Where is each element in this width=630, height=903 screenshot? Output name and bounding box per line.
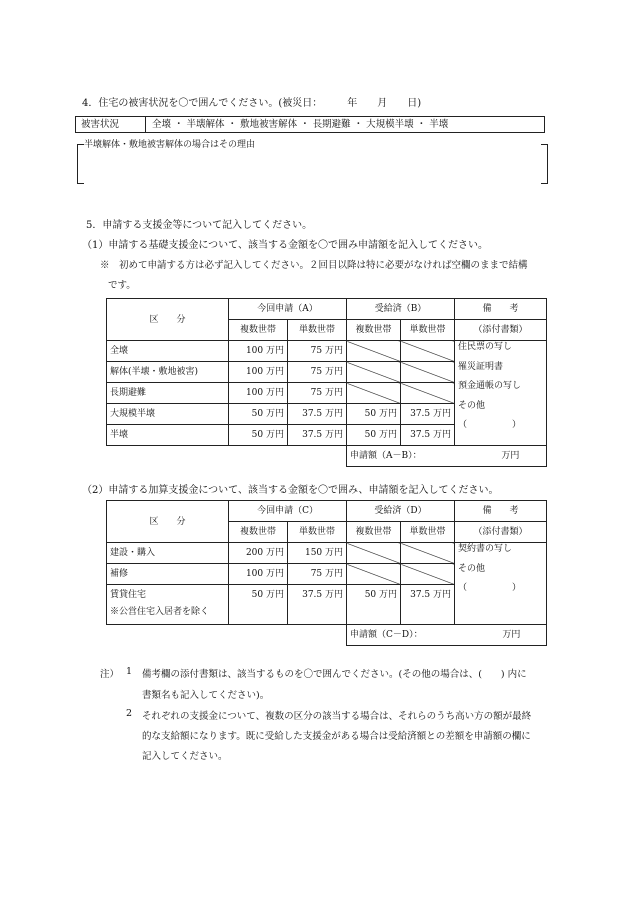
t1-remark-item[interactable]: （ ） xyxy=(458,420,522,430)
additional-support-table xyxy=(106,500,547,646)
t2-remarks-cell xyxy=(455,543,547,625)
t1-row-name: 大規模半壊 xyxy=(107,404,229,425)
t1-header-single-received: 単数世帯 xyxy=(401,320,455,341)
basic-support-table xyxy=(106,298,547,467)
table-row xyxy=(107,543,547,564)
note2-number: 2 xyxy=(126,708,133,719)
t2-row-multi[interactable]: 50 万円 xyxy=(229,585,288,625)
t1-row-received-multi-na xyxy=(347,383,401,404)
t2-header-category: 区 分 xyxy=(107,501,229,543)
t2-row-received-multi-na xyxy=(347,543,401,564)
t1-row-multi[interactable]: 50 万円 xyxy=(229,425,288,446)
reason-bracket-right xyxy=(541,144,548,184)
t1-row-single[interactable]: 75 万円 xyxy=(288,362,347,383)
t2-row-multi[interactable]: 200 万円 xyxy=(229,543,288,564)
t1-header-received: 受給済（B） xyxy=(347,299,455,320)
damage-status-label: 被害状況 xyxy=(76,117,146,132)
t2-row-name-note: ※公営住宅入居者を除く xyxy=(110,607,210,617)
t1-row-received-multi-na xyxy=(347,362,401,383)
t1-row-received-single-na xyxy=(401,362,455,383)
t1-header-single: 単数世帯 xyxy=(288,320,347,341)
t2-header-single: 単数世帯 xyxy=(288,522,347,543)
t1-remark-item[interactable]: その他 xyxy=(458,400,486,411)
t2-row-name: 補修 xyxy=(107,564,229,585)
t1-remark-item[interactable]: 預金通帳の写し xyxy=(458,381,522,391)
t1-row-received-single[interactable]: 37.5 万円 xyxy=(401,425,455,446)
t1-row-received-multi[interactable]: 50 万円 xyxy=(347,404,401,425)
t1-row-name: 半壊 xyxy=(107,425,229,446)
t2-row-name: 建設・購入 xyxy=(107,543,229,564)
t2-row-name-cell xyxy=(107,585,229,625)
t1-row-single[interactable]: 75 万円 xyxy=(288,383,347,404)
t1-row-name: 解体(半壊・敷地被害) xyxy=(107,362,229,383)
t1-remark-item[interactable]: 罹災証明書 xyxy=(458,361,504,372)
t2-header-multi: 複数世帯 xyxy=(229,522,288,543)
section5-note-line1: ※ 初めて申請する方は必ず記入してください。２回目以降は特に必要がなければ空欄のままで結構 xyxy=(100,260,528,271)
damage-status-row xyxy=(75,116,545,133)
notes-label: 注） xyxy=(100,669,120,680)
t2-row-name: 賃貸住宅 xyxy=(110,590,147,600)
t2-row-received-single-na xyxy=(401,543,455,564)
section4-heading: 4．住宅の被害状況を〇で囲んでください。(被災日： 年 月 日) xyxy=(82,98,422,109)
note2-line2: 的な支給額になります。既に受給した支援金がある場合は受給済額との差額を申請額の欄に xyxy=(142,731,531,742)
t1-blank xyxy=(107,446,347,467)
t2-remark-item[interactable]: その他 xyxy=(458,563,486,574)
t1-row-single[interactable]: 37.5 万円 xyxy=(288,425,347,446)
note1-number: 1 xyxy=(126,666,133,677)
t1-row-multi[interactable]: 50 万円 xyxy=(229,404,288,425)
section5-sub2: （2）申請する加算支援金について、該当する金額を〇で囲み、申請額を記入してください。 xyxy=(82,485,499,496)
damage-status-options[interactable]: 全壊 ・ 半壊解体 ・ 敷地被害解体 ・ 長期避難 ・ 大規模半壊 ・ 半壊 xyxy=(152,119,449,130)
table-row xyxy=(107,341,547,362)
note1-line2: 書類名も記入してください)。 xyxy=(142,690,270,701)
t2-request-label: 申請額（C－D）： xyxy=(350,630,423,640)
section5-heading: 5．申請する支援金等について記入してください。 xyxy=(86,220,313,231)
note2-line3: 記入してください。 xyxy=(142,751,228,762)
t2-header-single-received: 単数世帯 xyxy=(401,522,455,543)
t2-row-received-single[interactable]: 37.5 万円 xyxy=(401,585,455,625)
t1-row-received-single-na xyxy=(401,341,455,362)
t1-header-current: 今回申請（A） xyxy=(229,299,347,320)
t1-row-single[interactable]: 37.5 万円 xyxy=(288,404,347,425)
t1-header-multi: 複数世帯 xyxy=(229,320,288,341)
t1-row-received-single[interactable]: 37.5 万円 xyxy=(401,404,455,425)
t1-request-amount[interactable] xyxy=(347,446,547,467)
t2-header-current: 今回申請（C） xyxy=(229,501,347,522)
t1-row-multi[interactable]: 100 万円 xyxy=(229,341,288,362)
t2-row-received-multi[interactable]: 50 万円 xyxy=(347,585,401,625)
t1-row-multi[interactable]: 100 万円 xyxy=(229,362,288,383)
t1-row-name: 全壊 xyxy=(107,341,229,362)
t2-header-received: 受給済（D） xyxy=(347,501,455,522)
reason-bracket-left xyxy=(77,144,84,184)
t2-row-received-multi-na xyxy=(347,564,401,585)
t1-row-multi[interactable]: 100 万円 xyxy=(229,383,288,404)
t1-remarks-cell xyxy=(455,341,547,446)
reason-label: 半壊解体・敷地被害解体の場合はその理由 xyxy=(84,140,256,150)
t1-header-attachments: （添付書類） xyxy=(455,320,547,341)
t2-row-multi[interactable]: 100 万円 xyxy=(229,564,288,585)
t1-header-category: 区 分 xyxy=(107,299,229,341)
section5-note-line2: です。 xyxy=(108,280,136,291)
t2-row-single[interactable]: 150 万円 xyxy=(288,543,347,564)
section5-sub1: （1）申請する基礎支援金について、該当する金額を〇で囲み申請額を記入してください。 xyxy=(82,240,488,251)
t2-blank xyxy=(107,625,347,646)
t1-row-received-multi[interactable]: 50 万円 xyxy=(347,425,401,446)
t1-header-remarks: 備 考 xyxy=(455,299,547,320)
t1-request-label: 申請額（A－B）： xyxy=(350,451,422,461)
t2-row-single[interactable]: 37.5 万円 xyxy=(288,585,347,625)
t1-remark-item[interactable]: 住民票の写し xyxy=(458,342,513,352)
t1-row-received-multi-na xyxy=(347,341,401,362)
t1-request-unit: 万円 xyxy=(501,451,520,461)
t1-header-multi-received: 複数世帯 xyxy=(347,320,401,341)
note2-line1: それぞれの支援金について、複数の区分の該当する場合は、それらのうち高い方の額が最終 xyxy=(142,711,532,722)
t2-header-attachments: （添付書類） xyxy=(455,522,547,543)
t1-row-name: 長期避難 xyxy=(107,383,229,404)
t2-request-amount[interactable] xyxy=(347,625,547,646)
t2-row-received-single-na xyxy=(401,564,455,585)
t2-remark-item[interactable]: 契約書の写し xyxy=(458,544,513,554)
t1-row-received-single-na xyxy=(401,383,455,404)
t2-header-remarks: 備 考 xyxy=(455,501,547,522)
note1-line1: 備考欄の添付書類は、該当するものを〇で囲んでください。(その他の場合は、( ) 内に xyxy=(142,669,527,680)
t2-remark-item[interactable]: （ ） xyxy=(458,583,522,593)
t2-row-single[interactable]: 75 万円 xyxy=(288,564,347,585)
t2-request-unit: 万円 xyxy=(502,630,521,640)
t1-row-single[interactable]: 75 万円 xyxy=(288,341,347,362)
t2-header-multi-received: 複数世帯 xyxy=(347,522,401,543)
